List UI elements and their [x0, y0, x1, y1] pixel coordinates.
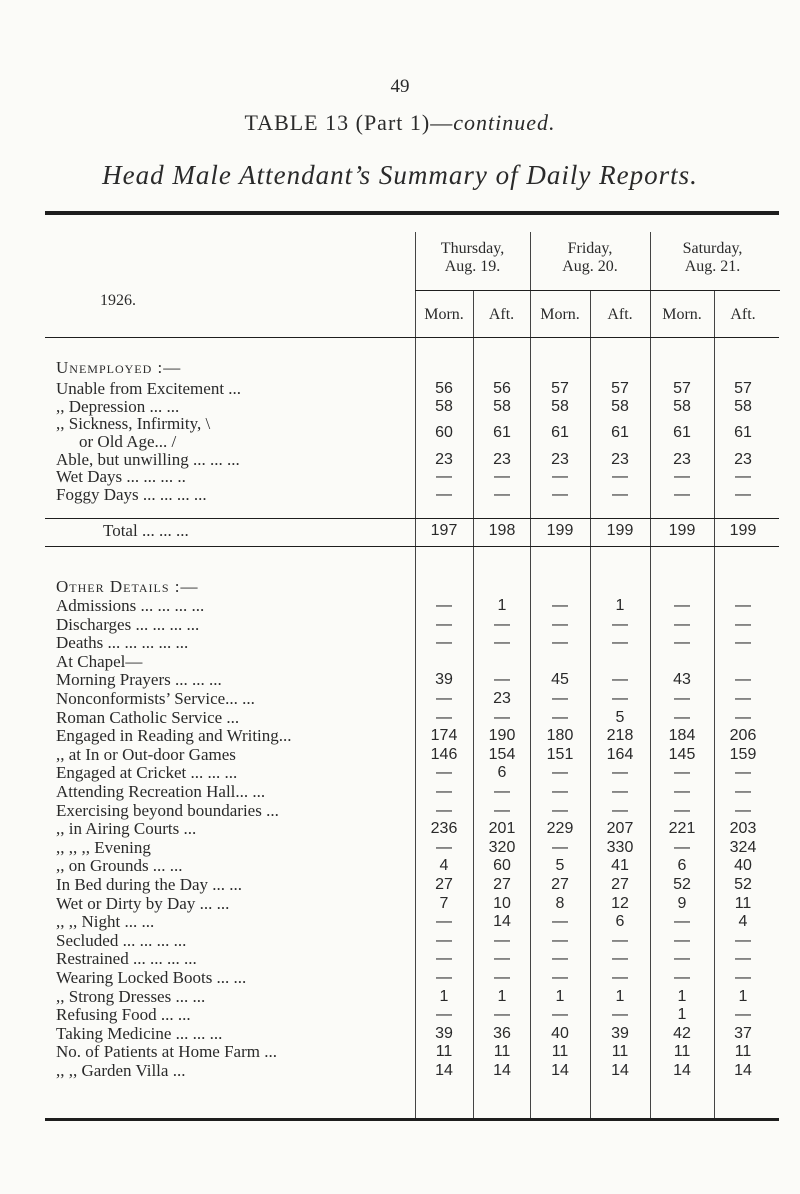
value-cell: 14: [734, 1062, 752, 1079]
value-cell: 41: [611, 857, 629, 874]
value-cell: —: [735, 671, 751, 688]
value-cell: 11: [551, 1043, 569, 1060]
value-cell: 320: [488, 839, 516, 856]
year-label: 1926.: [100, 292, 136, 309]
value-cell: 8: [555, 895, 565, 912]
value-cell: —: [494, 634, 510, 651]
value-cell: —: [552, 950, 568, 967]
value-cell: —: [735, 783, 751, 800]
value-cell: —: [735, 634, 751, 651]
value-cell: 164: [606, 746, 634, 763]
value-cell: —: [674, 709, 690, 726]
value-cell: —: [674, 932, 690, 949]
value-cell: —: [735, 616, 751, 633]
value-cell: 27: [611, 876, 629, 893]
row-label: ,, on Grounds ... ...: [56, 856, 183, 875]
row-label: No. of Patients at Home Farm ...: [56, 1042, 277, 1061]
row-label: Secluded ... ... ... ...: [56, 931, 187, 950]
value-cell: 61: [551, 424, 569, 441]
value-cell: 23: [611, 451, 629, 468]
value-cell: —: [735, 932, 751, 949]
subheader-aft: Aft.: [730, 306, 756, 323]
day-divider-line: [650, 232, 651, 1118]
value-cell: —: [436, 950, 452, 967]
row-label: ,, Depression ... ...: [56, 397, 180, 416]
value-cell: 52: [673, 876, 691, 893]
value-cell: 1: [555, 988, 565, 1005]
value-cell: —: [552, 839, 568, 856]
value-cell: 206: [729, 727, 757, 744]
section-heading-unemployed: Unemployed :—: [56, 358, 182, 377]
value-cell: —: [494, 932, 510, 949]
value-cell: 14: [673, 1062, 691, 1079]
value-cell: 1: [677, 1006, 687, 1023]
value-cell: —: [612, 616, 628, 633]
total-bottom-rule: [45, 546, 779, 547]
value-cell: —: [612, 969, 628, 986]
value-cell: —: [612, 634, 628, 651]
value-cell: —: [674, 690, 690, 707]
value-cell: —: [674, 969, 690, 986]
value-cell: 236: [430, 820, 458, 837]
value-cell: 58: [673, 398, 691, 415]
row-label: Able, but unwilling ... ... ...: [56, 450, 240, 469]
total-value: 198: [488, 522, 516, 539]
value-cell: —: [674, 913, 690, 930]
subheader-morn: Morn.: [424, 306, 464, 323]
total-value: 197: [430, 522, 458, 539]
value-cell: —: [735, 1006, 751, 1023]
row-label-cont: or Old Age... /: [79, 432, 177, 451]
row-label: Wearing Locked Boots ... ...: [56, 968, 247, 987]
value-cell: 57: [673, 380, 691, 397]
value-cell: 58: [611, 398, 629, 415]
value-cell: 9: [677, 895, 687, 912]
value-cell: 330: [606, 839, 634, 856]
value-cell: 23: [551, 451, 569, 468]
value-cell: 1: [615, 988, 625, 1005]
morn-aft-divider-line: [590, 290, 591, 1118]
value-cell: 23: [673, 451, 691, 468]
row-label: ,, at In or Out-door Games: [56, 745, 236, 764]
value-cell: 14: [435, 1062, 453, 1079]
value-cell: —: [612, 468, 628, 485]
value-cell: 40: [551, 1025, 569, 1042]
row-label: Restrained ... ... ... ...: [56, 949, 197, 968]
value-cell: 207: [606, 820, 634, 837]
value-cell: —: [674, 486, 690, 503]
value-cell: 57: [734, 380, 752, 397]
row-label: Exercising beyond boundaries ...: [56, 801, 279, 820]
total-value: 199: [546, 522, 574, 539]
value-cell: 14: [493, 913, 511, 930]
value-cell: 11: [734, 1043, 752, 1060]
value-cell: 61: [673, 424, 691, 441]
value-cell: 151: [546, 746, 574, 763]
value-cell: 1: [738, 988, 748, 1005]
day-header-name: Thursday,: [440, 240, 505, 257]
value-cell: 61: [734, 424, 752, 441]
value-cell: —: [674, 950, 690, 967]
value-cell: 60: [435, 424, 453, 441]
value-cell: 190: [488, 727, 516, 744]
value-cell: —: [735, 950, 751, 967]
value-cell: 146: [430, 746, 458, 763]
value-cell: 39: [611, 1025, 629, 1042]
value-cell: 5: [615, 709, 625, 726]
value-cell: —: [552, 783, 568, 800]
day-header-date: Aug. 20.: [562, 258, 618, 275]
value-cell: —: [612, 950, 628, 967]
row-label: Morning Prayers ... ... ...: [56, 670, 222, 689]
value-cell: 14: [551, 1062, 569, 1079]
value-cell: 42: [673, 1025, 691, 1042]
value-cell: —: [612, 486, 628, 503]
row-label: ,, in Airing Courts ...: [56, 819, 197, 838]
value-cell: 12: [611, 895, 629, 912]
table-title-main: TABLE 13 (Part 1)—: [244, 110, 454, 135]
value-cell: —: [674, 764, 690, 781]
value-cell: 11: [611, 1043, 629, 1060]
row-label: ,, Sickness, Infirmity, \: [56, 414, 211, 433]
value-cell: —: [552, 913, 568, 930]
value-cell: —: [494, 671, 510, 688]
row-label: Wet Days ... ... ... ..: [56, 467, 186, 486]
value-cell: 36: [493, 1025, 511, 1042]
value-cell: —: [552, 802, 568, 819]
value-cell: 11: [435, 1043, 453, 1060]
value-cell: —: [674, 468, 690, 485]
value-cell: 39: [435, 671, 453, 688]
value-cell: —: [552, 690, 568, 707]
value-cell: 23: [734, 451, 752, 468]
row-label: At Chapel—: [56, 652, 143, 671]
value-cell: —: [494, 950, 510, 967]
row-label: ,, ,, Night ... ...: [56, 912, 155, 931]
value-cell: 203: [729, 820, 757, 837]
row-label: Wet or Dirty by Day ... ...: [56, 894, 230, 913]
value-cell: —: [494, 468, 510, 485]
value-cell: 154: [488, 746, 516, 763]
row-label: Refusing Food ... ...: [56, 1005, 191, 1024]
value-cell: —: [436, 1006, 452, 1023]
value-cell: —: [735, 802, 751, 819]
value-cell: 5: [555, 857, 565, 874]
value-cell: —: [494, 616, 510, 633]
total-top-rule: [45, 518, 779, 519]
value-cell: —: [674, 839, 690, 856]
value-cell: —: [494, 486, 510, 503]
value-cell: —: [552, 932, 568, 949]
value-cell: 58: [435, 398, 453, 415]
row-label: Foggy Days ... ... ... ...: [56, 485, 207, 504]
value-cell: 27: [435, 876, 453, 893]
value-cell: 201: [488, 820, 516, 837]
value-cell: —: [612, 690, 628, 707]
table-title: [0, 110, 800, 136]
morn-aft-divider-line: [473, 290, 474, 1118]
value-cell: —: [735, 468, 751, 485]
value-cell: 1: [497, 988, 507, 1005]
value-cell: —: [436, 969, 452, 986]
value-cell: —: [552, 468, 568, 485]
value-cell: —: [436, 690, 452, 707]
value-cell: 57: [611, 380, 629, 397]
value-cell: —: [735, 764, 751, 781]
row-label: Nonconformists’ Service... ...: [56, 689, 255, 708]
value-cell: 45: [551, 671, 569, 688]
value-cell: —: [436, 634, 452, 651]
table-subtitle: Head Male Attendant’s Summary of Daily Reports.: [102, 160, 698, 190]
value-cell: 229: [546, 820, 574, 837]
value-cell: —: [674, 597, 690, 614]
value-cell: 14: [493, 1062, 511, 1079]
value-cell: —: [436, 597, 452, 614]
total-value: 199: [606, 522, 634, 539]
value-cell: —: [552, 616, 568, 633]
value-cell: 39: [435, 1025, 453, 1042]
section-heading-other: Other Details :—: [56, 577, 199, 596]
value-cell: 61: [611, 424, 629, 441]
value-cell: —: [612, 764, 628, 781]
value-cell: —: [674, 802, 690, 819]
table-title-continued: continued.: [453, 110, 556, 135]
row-label: Engaged at Cricket ... ... ...: [56, 763, 238, 782]
row-label: ,, Strong Dresses ... ...: [56, 987, 206, 1006]
value-cell: 159: [729, 746, 757, 763]
subheader-morn: Morn.: [540, 306, 580, 323]
value-cell: —: [436, 764, 452, 781]
value-cell: 6: [497, 764, 507, 781]
value-cell: 56: [435, 380, 453, 397]
value-cell: 218: [606, 727, 634, 744]
row-label: Roman Catholic Service ...: [56, 708, 240, 727]
row-label: ,, ,, Garden Villa ...: [56, 1061, 186, 1080]
value-cell: 23: [493, 690, 511, 707]
value-cell: 37: [734, 1025, 752, 1042]
value-cell: 11: [673, 1043, 691, 1060]
value-cell: —: [735, 597, 751, 614]
value-cell: —: [612, 783, 628, 800]
value-cell: 7: [439, 895, 449, 912]
value-cell: 57: [551, 380, 569, 397]
value-cell: 43: [673, 671, 691, 688]
value-cell: —: [612, 802, 628, 819]
value-cell: —: [436, 486, 452, 503]
value-cell: 1: [677, 988, 687, 1005]
total-label: Total ... ... ...: [103, 521, 189, 540]
value-cell: 60: [493, 857, 511, 874]
value-cell: —: [436, 616, 452, 633]
morn-aft-divider-line: [714, 290, 715, 1118]
row-label: In Bed during the Day ... ...: [56, 875, 243, 894]
value-cell: —: [436, 783, 452, 800]
value-cell: 184: [668, 727, 696, 744]
value-cell: 52: [734, 876, 752, 893]
row-label: Deaths ... ... ... ... ...: [56, 633, 189, 652]
value-cell: —: [494, 802, 510, 819]
value-cell: —: [735, 486, 751, 503]
value-cell: 1: [615, 597, 625, 614]
value-cell: —: [436, 709, 452, 726]
value-cell: —: [552, 709, 568, 726]
top-rule: [45, 211, 779, 215]
value-cell: 23: [493, 451, 511, 468]
value-cell: 4: [738, 913, 748, 930]
value-cell: 1: [439, 988, 449, 1005]
value-cell: —: [735, 690, 751, 707]
value-cell: —: [735, 709, 751, 726]
day-header-name: Friday,: [567, 240, 613, 257]
value-cell: —: [552, 969, 568, 986]
row-label: Admissions ... ... ... ...: [56, 596, 205, 615]
value-cell: —: [674, 783, 690, 800]
value-cell: 14: [611, 1062, 629, 1079]
value-cell: —: [436, 932, 452, 949]
value-cell: 56: [493, 380, 511, 397]
value-cell: 145: [668, 746, 696, 763]
day-header-date: Aug. 21.: [684, 258, 741, 275]
value-cell: 58: [551, 398, 569, 415]
value-cell: 174: [430, 727, 458, 744]
subheader-aft: Aft.: [607, 306, 633, 323]
day-header-name: Saturday,: [682, 240, 743, 257]
value-cell: 1: [497, 597, 507, 614]
value-cell: 6: [615, 913, 625, 930]
value-cell: —: [494, 709, 510, 726]
bottom-rule: [45, 1118, 779, 1121]
row-label: Discharges ... ... ... ...: [56, 615, 200, 634]
value-cell: —: [612, 1006, 628, 1023]
value-cell: —: [494, 1006, 510, 1023]
value-cell: 10: [493, 895, 511, 912]
value-cell: 324: [729, 839, 757, 856]
day-header-date: Aug. 19.: [444, 258, 501, 275]
row-label: Unable from Excitement ...: [56, 379, 242, 398]
value-cell: —: [436, 913, 452, 930]
value-cell: 11: [734, 895, 752, 912]
value-cell: —: [436, 839, 452, 856]
value-cell: —: [612, 932, 628, 949]
subheader-aft: Aft.: [488, 306, 515, 323]
value-cell: —: [552, 597, 568, 614]
value-cell: —: [494, 783, 510, 800]
value-cell: 180: [546, 727, 574, 744]
value-cell: 11: [493, 1043, 511, 1060]
value-cell: 40: [734, 857, 752, 874]
value-cell: —: [552, 634, 568, 651]
day-divider-line: [530, 232, 531, 1118]
value-cell: —: [552, 486, 568, 503]
value-cell: 221: [668, 820, 696, 837]
value-cell: —: [674, 634, 690, 651]
day-header-rule: [415, 290, 780, 291]
value-cell: 23: [435, 451, 453, 468]
value-cell: 6: [677, 857, 687, 874]
row-label: ,, ,, ,, Evening: [56, 838, 151, 857]
value-cell: 58: [734, 398, 752, 415]
value-cell: 27: [493, 876, 511, 893]
value-cell: —: [735, 969, 751, 986]
value-cell: —: [436, 468, 452, 485]
value-cell: —: [552, 1006, 568, 1023]
subheader-morn: Morn.: [662, 306, 702, 323]
total-value: 199: [729, 522, 757, 539]
value-cell: 27: [551, 876, 569, 893]
value-cell: 58: [493, 398, 511, 415]
value-cell: —: [612, 671, 628, 688]
value-cell: —: [674, 616, 690, 633]
value-cell: 61: [493, 424, 511, 441]
subheader-rule: [45, 337, 779, 338]
row-label: Engaged in Reading and Writing...: [56, 726, 292, 745]
row-label: Taking Medicine ... ... ...: [56, 1024, 223, 1043]
total-value: 199: [668, 522, 696, 539]
value-cell: —: [436, 802, 452, 819]
value-cell: —: [552, 764, 568, 781]
page-number: 49: [390, 76, 410, 97]
value-cell: —: [494, 969, 510, 986]
row-label: Attending Recreation Hall... ...: [56, 782, 266, 801]
value-cell: 4: [439, 857, 449, 874]
